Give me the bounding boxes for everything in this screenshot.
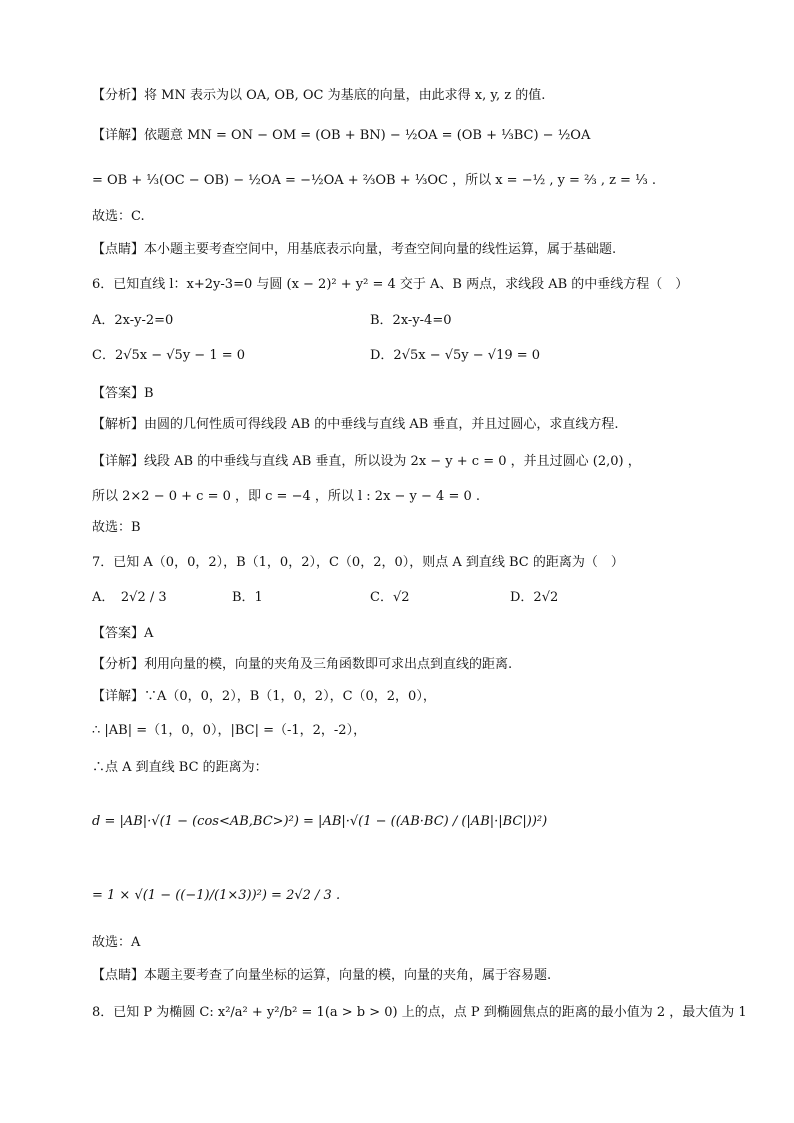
q6-option-a: A．2x-y-2=0 (92, 313, 174, 328)
q7-answer: 【答案】A (92, 626, 154, 641)
comment-line: 【点睛】本小题主要考查空间中，用基底表示向量，考查空间向量的线性运算，属于基础题. (92, 242, 617, 257)
q7-analysis: 【分析】利用向量的模，向量的夹角及三角函数即可求出点到直线的距离. (92, 657, 513, 672)
q7-option-b: B．1 (232, 590, 263, 605)
detail-line-2: = OB + ⅓(OC − OB) − ½OA = −½OA + ⅔OB + ⅓OC ，所以 x = −½ , y = ⅔ , z = ⅓ . (92, 173, 656, 188)
q7-option-a: A． 2√2 / 3 (92, 590, 167, 605)
q6-option-b: B．2x-y-4=0 (370, 313, 452, 328)
q7-distance-result: = 1 × √(1 − ((−1)/(1×3))²) = 2√2 / 3 . (92, 888, 341, 903)
question-7: 7．已知 A（0，0，2），B（1，0，2），C（0，2，0），则点 A 到直线 BC 的距离为（ ） (92, 555, 624, 570)
question-6: 6．已知直线 l：x+2y-3=0 与圆 (x − 2)² + y² = 4 交于 A、B 两点，求线段 AB 的中垂线方程（ ） (92, 277, 689, 292)
q6-option-c: C．2√5x − √5y − 1 = 0 (92, 348, 246, 363)
q6-explanation: 【解析】由圆的几何性质可得线段 AB 的中垂线与直线 AB 垂直，并且过圆心，求直线方程. (92, 417, 619, 432)
q7-detail: 【详解】∵A（0，0，2），B（1，0，2），C（0，2，0）， (92, 689, 436, 704)
q7-detail-2: ∴ |AB| =（1，0，0），|BC| =（-1，2，-2）， (92, 723, 367, 738)
analysis-line: 【分析】将 MN 表示为以 OA, OB, OC 为基底的向量，由此求得 x, y, z 的值. (92, 88, 546, 103)
q7-distance-formula: d = |AB|·√(1 − (cos<AB,BC>)²) = |AB|·√(1 − ((AB·BC) / (|AB|·|BC|))²) (92, 814, 548, 829)
q7-choice: 故选：A (92, 935, 141, 950)
q7-option-d: D．2√2 (510, 590, 559, 605)
q6-detail-2: 所以 2×2 − 0 + c = 0 ，即 c = −4 ，所以 l : 2x − y − 4 = 0 . (92, 489, 481, 504)
q6-answer: 【答案】B (92, 386, 154, 401)
question-8: 8．已知 P 为椭圆 C: x²/a² + y²/b² = 1(a > b > 0) 上的点，点 P 到椭圆焦点的距离的最小值为 2 ，最大值为 1 (92, 1005, 747, 1020)
q7-option-c: C．√2 (370, 590, 410, 605)
q6-option-d: D．2√5x − √5y − √19 = 0 (370, 348, 541, 363)
detail-line: 【详解】依题意 MN = ON − OM = (OB + BN) − ½OA = (OB + ⅓BC) − ½OA (92, 128, 591, 143)
q6-detail: 【详解】线段 AB 的中垂线与直线 AB 垂直，所以设为 2x − y + c = 0 ，并且过圆心 (2,0) ， (92, 454, 641, 469)
choice-line: 故选：C. (92, 209, 145, 224)
q7-comment: 【点睛】本题主要考查了向量坐标的运算，向量的模，向量的夹角，属于容易题. (92, 968, 552, 983)
q6-choice: 故选：B (92, 520, 141, 535)
q7-detail-3: ∴点 A 到直线 BC 的距离为： (92, 760, 268, 775)
